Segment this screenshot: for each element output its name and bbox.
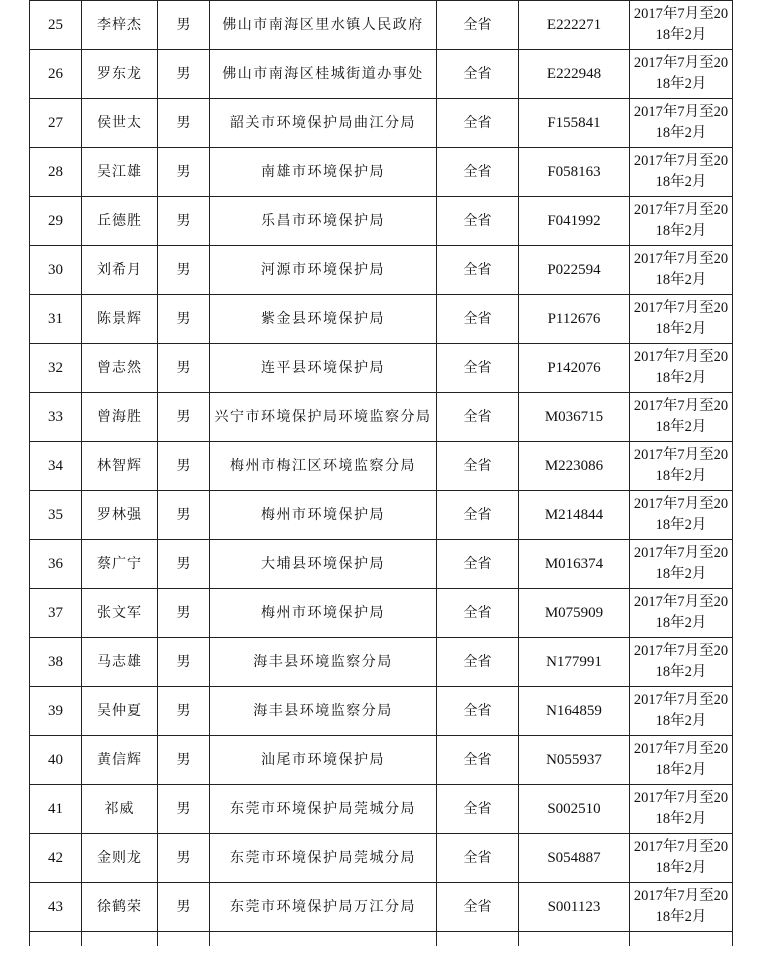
cell-certificate: E222271 xyxy=(519,1,630,50)
cell-number: 37 xyxy=(30,589,82,638)
cell-number: 38 xyxy=(30,638,82,687)
cell-certificate: M214844 xyxy=(519,491,630,540)
cell-certificate: S002510 xyxy=(519,785,630,834)
cell-certificate: S001123 xyxy=(519,883,630,932)
cell-gender: 男 xyxy=(158,50,210,99)
cell-period: 2017年7月至2018年2月 xyxy=(630,148,733,197)
cell-period: 2017年7月至2018年2月 xyxy=(630,785,733,834)
cell-unit: 河源市环境保护局 xyxy=(210,246,437,295)
cell-certificate: E222948 xyxy=(519,50,630,99)
cell-name: 丘德胜 xyxy=(82,197,158,246)
table-row xyxy=(30,785,733,834)
cell-unit: 海丰县环境监察分局 xyxy=(210,687,437,736)
cell-area: 全省 xyxy=(437,687,519,736)
cell-name: 吴仲夏 xyxy=(82,687,158,736)
cell-unit: 南雄市环境保护局 xyxy=(210,148,437,197)
cell-unit: 兴宁市环境保护局环境监察分局 xyxy=(210,393,437,442)
cell-number: 25 xyxy=(30,1,82,50)
table-row xyxy=(30,295,733,344)
cell-gender: 男 xyxy=(158,197,210,246)
cell-period: 2017年7月至2018年2月 xyxy=(630,99,733,148)
cell-certificate: M036715 xyxy=(519,393,630,442)
cell-period: 2017年7月至2018年2月 xyxy=(630,834,733,883)
cell-area: 全省 xyxy=(437,442,519,491)
roster-table xyxy=(29,0,733,946)
cell-name: 徐鹤荣 xyxy=(82,883,158,932)
cell-gender: 男 xyxy=(158,834,210,883)
table-row xyxy=(30,736,733,785)
cell-certificate: F155841 xyxy=(519,99,630,148)
cell-gender: 男 xyxy=(158,148,210,197)
cell-period: 2017年7月至2018年2月 xyxy=(630,197,733,246)
cell-period: 2017年7月至2018年2月 xyxy=(630,393,733,442)
cell-unit: 汕尾市环境保护局 xyxy=(210,736,437,785)
cell-gender: 男 xyxy=(158,295,210,344)
cell-name: 刘希月 xyxy=(82,246,158,295)
cell-name: 吴江雄 xyxy=(82,148,158,197)
cell-area: 全省 xyxy=(437,246,519,295)
cell-number: 30 xyxy=(30,246,82,295)
cell-number: 42 xyxy=(30,834,82,883)
cell-certificate: S054887 xyxy=(519,834,630,883)
cell-name: 侯世太 xyxy=(82,99,158,148)
cell-area: 全省 xyxy=(437,1,519,50)
cell-area: 全省 xyxy=(437,736,519,785)
cell-certificate: F058163 xyxy=(519,148,630,197)
cell-unit: 梅州市环境保护局 xyxy=(210,589,437,638)
table-row-partial xyxy=(30,932,733,947)
cell-period: 2017年7月至2018年2月 xyxy=(630,687,733,736)
cell-name: 马志雄 xyxy=(82,638,158,687)
cell-unit: 佛山市南海区里水镇人民政府 xyxy=(210,1,437,50)
cell-number: 40 xyxy=(30,736,82,785)
cell-gender: 男 xyxy=(158,638,210,687)
cell-unit: 紫金县环境保护局 xyxy=(210,295,437,344)
table-row xyxy=(30,197,733,246)
cell-certificate: P142076 xyxy=(519,344,630,393)
cell-number: 35 xyxy=(30,491,82,540)
cell-certificate: P112676 xyxy=(519,295,630,344)
cell-period: 2017年7月至2018年2月 xyxy=(630,246,733,295)
cell-gender: 男 xyxy=(158,785,210,834)
cell-gender: 男 xyxy=(158,687,210,736)
cell-number: 43 xyxy=(30,883,82,932)
cell-name: 林智辉 xyxy=(82,442,158,491)
cell-name: 曾志然 xyxy=(82,344,158,393)
cell-unit: 东莞市环境保护局万江分局 xyxy=(210,883,437,932)
cell-certificate: M016374 xyxy=(519,540,630,589)
cell-name: 罗林强 xyxy=(82,491,158,540)
cell-period: 2017年7月至2018年2月 xyxy=(630,295,733,344)
cell-area: 全省 xyxy=(437,197,519,246)
cell-area: 全省 xyxy=(437,344,519,393)
cell-name: 黄信辉 xyxy=(82,736,158,785)
cell-period: 2017年7月至2018年2月 xyxy=(630,589,733,638)
cell-area: 全省 xyxy=(437,785,519,834)
cell-unit: 海丰县环境监察分局 xyxy=(210,638,437,687)
cell-area: 全省 xyxy=(437,295,519,344)
cell-gender: 男 xyxy=(158,491,210,540)
roster-table-container xyxy=(29,0,732,946)
cell-number: 39 xyxy=(30,687,82,736)
cell-period: 2017年7月至2018年2月 xyxy=(630,736,733,785)
cell-gender: 男 xyxy=(158,589,210,638)
cell-period: 2017年7月至2018年2月 xyxy=(630,883,733,932)
cell-number: 29 xyxy=(30,197,82,246)
cell-gender: 男 xyxy=(158,883,210,932)
cell-number: 31 xyxy=(30,295,82,344)
table-row xyxy=(30,442,733,491)
table-body xyxy=(30,1,733,932)
cell-area: 全省 xyxy=(437,638,519,687)
cell-number: 33 xyxy=(30,393,82,442)
cell-name: 陈景辉 xyxy=(82,295,158,344)
table-row xyxy=(30,540,733,589)
cell-unit: 韶关市环境保护局曲江分局 xyxy=(210,99,437,148)
cell-area: 全省 xyxy=(437,99,519,148)
cell-name: 金则龙 xyxy=(82,834,158,883)
cell-gender: 男 xyxy=(158,344,210,393)
table-row xyxy=(30,246,733,295)
cell-area: 全省 xyxy=(437,491,519,540)
cell-unit: 东莞市环境保护局莞城分局 xyxy=(210,785,437,834)
cell-unit: 佛山市南海区桂城街道办事处 xyxy=(210,50,437,99)
cell-certificate: F041992 xyxy=(519,197,630,246)
table-row xyxy=(30,393,733,442)
cell-gender: 男 xyxy=(158,393,210,442)
cell-unit: 东莞市环境保护局莞城分局 xyxy=(210,834,437,883)
cell-name: 李梓杰 xyxy=(82,1,158,50)
cell-number: 32 xyxy=(30,344,82,393)
cell-number: 34 xyxy=(30,442,82,491)
table-row xyxy=(30,491,733,540)
cell-gender: 男 xyxy=(158,442,210,491)
cell-number: 36 xyxy=(30,540,82,589)
cell-area: 全省 xyxy=(437,883,519,932)
table-row xyxy=(30,687,733,736)
cell-certificate: N177991 xyxy=(519,638,630,687)
cell-gender: 男 xyxy=(158,1,210,50)
cell-gender: 男 xyxy=(158,540,210,589)
cell-area: 全省 xyxy=(437,393,519,442)
cell-period: 2017年7月至2018年2月 xyxy=(630,344,733,393)
cell-name: 蔡广宁 xyxy=(82,540,158,589)
cell-area: 全省 xyxy=(437,50,519,99)
cell-name: 曾海胜 xyxy=(82,393,158,442)
table-row xyxy=(30,50,733,99)
table-row xyxy=(30,589,733,638)
cell-name: 祁威 xyxy=(82,785,158,834)
cell-certificate: M223086 xyxy=(519,442,630,491)
table-row xyxy=(30,883,733,932)
table-row xyxy=(30,99,733,148)
cell-area: 全省 xyxy=(437,540,519,589)
cell-period: 2017年7月至2018年2月 xyxy=(630,491,733,540)
cell-period: 2017年7月至2018年2月 xyxy=(630,540,733,589)
cell-name: 张文军 xyxy=(82,589,158,638)
cell-unit: 连平县环境保护局 xyxy=(210,344,437,393)
cell-certificate: P022594 xyxy=(519,246,630,295)
table-row xyxy=(30,834,733,883)
cell-gender: 男 xyxy=(158,246,210,295)
cell-number: 27 xyxy=(30,99,82,148)
cell-area: 全省 xyxy=(437,834,519,883)
cell-certificate: M075909 xyxy=(519,589,630,638)
cell-unit: 大埔县环境保护局 xyxy=(210,540,437,589)
cell-period: 2017年7月至2018年2月 xyxy=(630,50,733,99)
cell-area: 全省 xyxy=(437,148,519,197)
cell-area: 全省 xyxy=(437,589,519,638)
cell-unit: 乐昌市环境保护局 xyxy=(210,197,437,246)
cell-period: 2017年7月至2018年2月 xyxy=(630,638,733,687)
cell-number: 41 xyxy=(30,785,82,834)
table-row xyxy=(30,638,733,687)
table-row xyxy=(30,1,733,50)
cell-certificate: N164859 xyxy=(519,687,630,736)
cell-unit: 梅州市梅江区环境监察分局 xyxy=(210,442,437,491)
cell-period: 2017年7月至2018年2月 xyxy=(630,1,733,50)
table-row xyxy=(30,148,733,197)
cell-number: 28 xyxy=(30,148,82,197)
cell-number: 26 xyxy=(30,50,82,99)
cell-name: 罗东龙 xyxy=(82,50,158,99)
cell-gender: 男 xyxy=(158,736,210,785)
cell-period: 2017年7月至2018年2月 xyxy=(630,442,733,491)
table-row xyxy=(30,344,733,393)
cell-unit: 梅州市环境保护局 xyxy=(210,491,437,540)
cell-gender: 男 xyxy=(158,99,210,148)
cell-certificate: N055937 xyxy=(519,736,630,785)
